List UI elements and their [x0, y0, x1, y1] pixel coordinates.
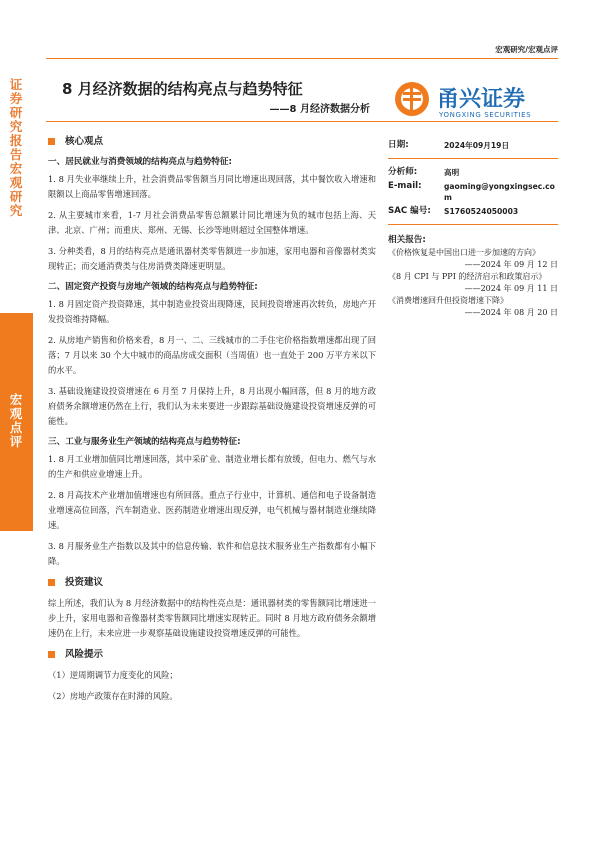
- date-value: 2024年09月19日: [444, 141, 510, 150]
- related-report-title[interactable]: 《消费增速回升但投资增速下降》: [388, 296, 508, 305]
- paragraph: 1. 8 月失业率继续上升，社会消费品零售额当月同比增速出现回落，其中餐饮收入增速和限额以上商品零售增速回落。: [48, 174, 376, 199]
- sidebar-bottom: [0, 313, 33, 531]
- email-link[interactable]: gaoming@yongxingsec.com: [444, 182, 555, 202]
- company-logo: [393, 80, 561, 124]
- logo-mark-icon: [393, 80, 431, 118]
- paragraph: 3. 基础设施建设投资增速在 6 月至 7 月保持上升，8 月出现小幅回落，但 8 月的地方政府债务余额增速仍然在上行，我们认为未来要进一步跟踪基础设施建设投资增速反弹的可能性。: [48, 386, 376, 426]
- paragraph: 1. 8 月工业增加值同比增速回落，其中采矿业、制造业增长都有放缓，但电力、燃气与水的生产和供应业增速上升。: [48, 454, 376, 479]
- sac-value: S1760524050003: [444, 207, 519, 216]
- paragraph: 3. 8 月服务业生产指数以及其中的信息传输、软件和信息技术服务业生产指数都有小幅下降。: [48, 541, 376, 566]
- info-panel: [388, 140, 558, 319]
- sidebar-bottom-label: 宏观点评: [9, 392, 23, 449]
- risk-item: （2）房地产政策存在时滞的风险。: [48, 691, 178, 701]
- related-report-date: ——2024 年 09 月 11 日: [464, 284, 558, 293]
- report-title: 8 月经济数据的结构亮点与趋势特征: [62, 80, 303, 98]
- paragraph: 2. 从主要城市来看，1-7 月社会消费品零售总额累计同比增速为负的城市包括上海、天津、北京、广州；而重庆、郑州、无锡、长沙等地则超过全国整体增速。: [48, 210, 376, 235]
- bullet-square-icon: [48, 138, 55, 145]
- email-row: [388, 181, 558, 203]
- report-category: 宏观研究/宏观点评: [495, 45, 558, 54]
- paragraph: 2. 从房地产销售和价格来看，8 月一、二、三线城市的二手住宅价格指数增速都出现了回落；7 月以来 30 个大中城市的商品房成交面积（当周值）也一直处于 200 万平方米以下的水平。: [48, 335, 376, 375]
- paragraph: 2. 8 月高技术产业增加值增速也有所回落。重点子行业中，计算机、通信和电子设备制造业增速高位回落，汽车制造业、医药制造业增速出现反弹，电气机械与器材制造业继续降速。: [48, 490, 376, 530]
- subheading-investment: 二、固定资产投资与房地产领域的结构亮点与趋势特征:: [48, 282, 258, 292]
- subheading-production: 三、工业与服务业生产领域的结构亮点与趋势特征:: [48, 437, 241, 447]
- date-row: [388, 140, 558, 151]
- risk-item: （1）逆周期调节力度变化的风险；: [48, 670, 178, 680]
- logo-name-en: YONGXING SECURITIES: [439, 111, 532, 119]
- sac-label: SAC 编号:: [388, 206, 431, 216]
- panel-divider: [388, 158, 558, 159]
- title-divider: [46, 121, 558, 122]
- section-invest: 投资建议: [48, 575, 376, 590]
- bullet-square-icon: [48, 651, 55, 658]
- analyst-label: 分析师:: [388, 167, 418, 177]
- sidebar-top: [0, 0, 33, 313]
- paragraph: 综上所述，我们认为 8 月经济数据中的结构性亮点是：通讯器材类的零售额同比增速进一步上升，家用电器和音像器材类零售额同比增速实现转正。同时 8 月地方政府债务余额增速仍在上行，未来应进一步观察基础设施建设投资增速反弹的可能性。: [48, 598, 376, 638]
- panel-divider: [388, 224, 558, 225]
- analyst-value: 高明: [444, 168, 460, 177]
- section-core: 核心观点: [48, 134, 376, 149]
- main-content: [48, 130, 376, 710]
- related-report-title[interactable]: 《价格恢复是中国出口进一步加速的方向》: [388, 248, 540, 257]
- related-heading: 相关报告:: [388, 235, 426, 245]
- analyst-row: [388, 167, 558, 178]
- logo-name-cn: 甬兴证券: [437, 87, 526, 112]
- header-divider: [46, 58, 558, 59]
- paragraph: 1. 8 月固定资产投资降速，其中制造业投资出现降速，民间投资增速再次转负，房地产开发投资维持降幅。: [48, 299, 376, 324]
- sac-row: [388, 206, 558, 217]
- bullet-square-icon: [48, 579, 55, 586]
- email-label: E-mail:: [388, 181, 422, 191]
- date-label: 日期:: [388, 140, 409, 150]
- subheading-consumption: 一、居民就业与消费领域的结构亮点与趋势特征:: [48, 157, 232, 167]
- related-report-title[interactable]: 《8 月 CPI 与 PPI 的经济启示和政策启示》: [388, 272, 547, 281]
- related-report-date: ——2024 年 08 月 20 日: [464, 308, 558, 317]
- related-report-date: ——2024 年 09 月 12 日: [464, 260, 558, 269]
- section-risk: 风险提示: [48, 647, 376, 662]
- report-subtitle: ——8 月经济数据分析: [269, 104, 370, 115]
- paragraph: 3. 分种类看，8 月的结构亮点是通讯器材类零售额进一步加速，家用电器和音像器材类实现转正；而交通消费类与住房消费类降速更明显。: [48, 246, 376, 271]
- sidebar-top-label: 证券研究报告 宏观研究: [9, 77, 23, 218]
